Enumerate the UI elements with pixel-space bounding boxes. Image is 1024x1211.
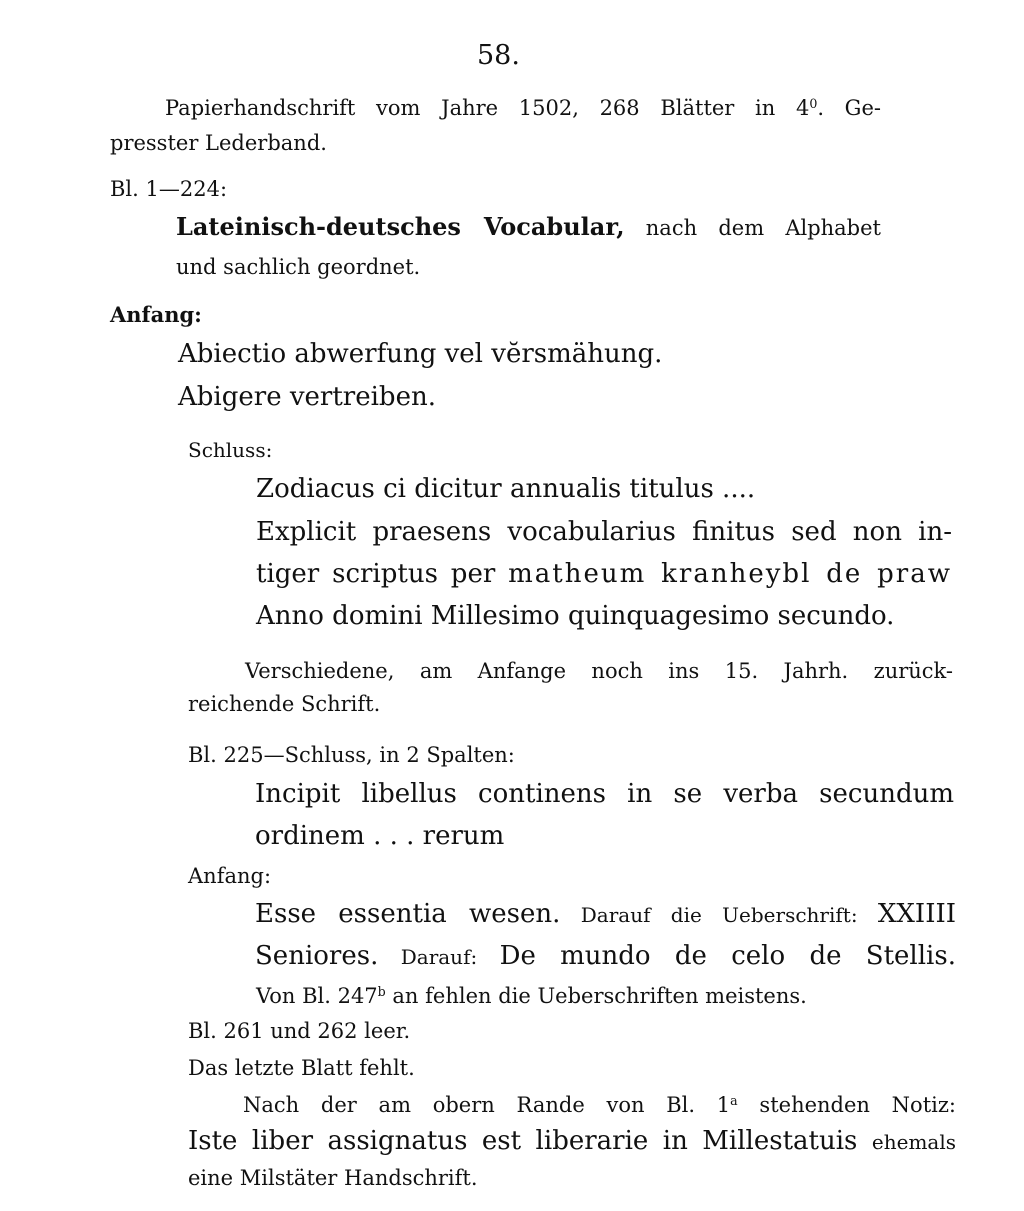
- notiz-line: [243, 1095, 956, 1116]
- section1-anfang-line-2: Abigere vertreiben.: [178, 382, 436, 412]
- description-text-end: . Ge-: [817, 96, 881, 120]
- iste-b: ehemals: [871, 1130, 956, 1154]
- section1-schluss-line-2: Explicit praesens vocabularius finitus sed non in-: [256, 517, 952, 547]
- iste-line: [188, 1128, 956, 1154]
- empty-leaves: Bl. 261 und 262 leer.: [188, 1019, 411, 1043]
- description-text: Papierhandschrift vom Jahre 1502, 268 Blätter in 4: [165, 96, 810, 120]
- page-number: 58.: [477, 40, 520, 71]
- section1-title-line: [176, 212, 881, 241]
- format-degree: 0: [809, 96, 818, 112]
- scribe-name: matheum kranheybl de praw: [508, 559, 952, 589]
- description-line-2: presster Lederband.: [110, 131, 327, 155]
- last-leaf: Das letzte Blatt fehlt.: [188, 1056, 415, 1080]
- section2-anfang-line-2-a: Seniores.: [255, 941, 379, 971]
- section1-schluss-line-3: [256, 561, 952, 587]
- section1-anfang-line-1: Abiectio abwerfung vel vĕrsmähung.: [178, 339, 663, 369]
- section2-anfang-line-1-a: Esse essentia wesen.: [255, 899, 561, 929]
- section1-schluss-line-4: Anno domini Millesimo quinquagesimo secundo.: [256, 601, 895, 631]
- section2-note-sup: b: [377, 984, 386, 1000]
- section2-note: [256, 986, 807, 1007]
- description-line-1: [165, 98, 881, 119]
- section2-note-a: Von Bl. 247: [256, 984, 378, 1008]
- section2-anfang-line-2-b: Darauf:: [378, 945, 500, 969]
- section1-range: Bl. 1—224:: [110, 177, 228, 201]
- section1-schluss-line-1: Zodiacus ci dicitur annualis titulus ....: [256, 474, 756, 504]
- section2-incipit-line-2: ordinem . . . rerum: [255, 821, 505, 851]
- section1-note-line-1: Verschiedene, am Anfange noch ins 15. Jahrh. zurück-: [245, 659, 953, 683]
- section2-range: Bl. 225—Schluss, in 2 Spalten:: [188, 743, 515, 767]
- section1-title-rest: nach dem Alphabet: [624, 216, 881, 240]
- section1-schluss-line-3-a: tiger scriptus per: [256, 559, 509, 589]
- section2-note-b: an fehlen die Ueberschriften meistens.: [385, 984, 807, 1008]
- section1-title: Lateinisch-deutsches Vocabular,: [176, 212, 625, 241]
- section1-anfang-label: Anfang:: [110, 302, 202, 327]
- section2-anfang-line-1-b: Darauf die Ueberschrift:: [560, 903, 878, 927]
- section1-note-line-2: reichende Schrift.: [188, 692, 381, 716]
- section2-anfang-line-2: [255, 943, 956, 969]
- section2-anfang-line-2-c: De mundo de celo de Stellis.: [499, 941, 956, 971]
- section2-anfang-line-1-c: XXIIII: [877, 899, 957, 929]
- iste-a: Iste liber assignatus est liberarie in Millestatuis: [188, 1126, 872, 1156]
- notiz-a: Nach der am obern Rande von Bl. 1: [243, 1093, 731, 1117]
- section2-anfang-line-1: [255, 901, 956, 927]
- section2-anfang-label: Anfang:: [188, 864, 272, 888]
- section1-title-line-2: und sachlich geordnet.: [176, 255, 421, 279]
- notiz-sup: a: [730, 1093, 738, 1109]
- section1-schluss-label: Schluss:: [188, 438, 273, 462]
- section2-incipit-line-1: Incipit libellus continens in se verba secundum: [255, 779, 954, 809]
- last-line: eine Milstäter Handschrift.: [188, 1166, 478, 1190]
- notiz-b: stehenden Notiz:: [737, 1093, 956, 1117]
